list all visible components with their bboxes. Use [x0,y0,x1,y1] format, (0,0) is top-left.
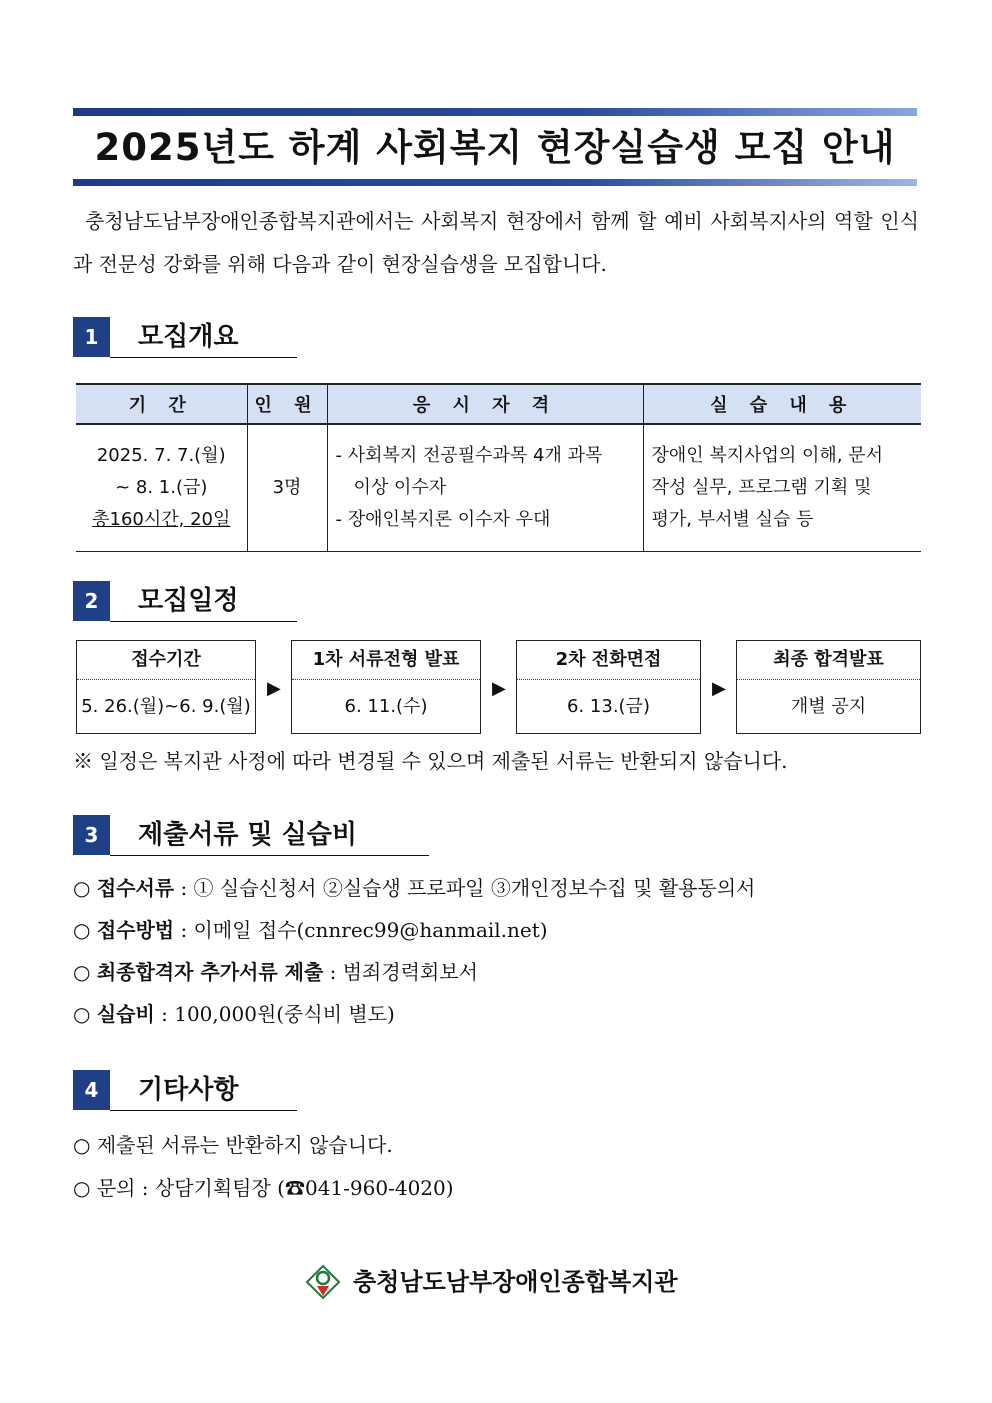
page-title: 2025년도 하계 사회복지 현장실습생 모집 안내 [94,126,896,169]
qualification-1: - 사회복지 전공필수과목 4개 과목 [335,445,603,466]
section-underline [110,621,297,622]
intro-paragraph [73,200,919,286]
schedule-step [291,640,481,734]
list-item [73,867,755,909]
item-text: : ① 실습신청서 ②실습생 프로파일 ③개인정보수집 및 활용동의서 [174,876,756,900]
section-number: 3 [73,815,110,855]
arrow-right-icon: ▶ [492,678,506,699]
section-header-documents [73,815,429,857]
item-label: 실습비 [96,1002,155,1026]
section-title: 제출서류 및 실습비 [138,820,358,850]
footer [305,1262,705,1302]
title-bottom-bar [73,179,917,186]
item-text: 문의 : 상담기획팀장 (☎041-960-4020) [96,1176,454,1200]
bullet-circle-icon: ○ [73,1133,91,1157]
section-title: 모집개요 [138,322,239,352]
table-header-cell: 실 습 내 용 [643,384,921,424]
arrow-right-icon: ▶ [712,678,726,699]
content-line: 평가, 부서별 실습 등 [651,509,814,530]
schedule-step [516,640,701,734]
bullet-circle-icon: ○ [73,960,91,984]
table-header-cell: 인 원 [247,384,327,424]
qualification-cell [327,424,643,552]
table-header-cell: 응 시 자 격 [327,384,643,424]
schedule-step-label: 2차 전화면접 [517,641,700,680]
section-number: 4 [73,1070,110,1110]
section-number: 2 [73,581,110,621]
bullet-circle-icon: ○ [73,1176,91,1200]
list-item [73,1167,454,1209]
table-row [76,424,921,552]
section-header-etc [73,1070,297,1112]
list-item [73,1124,393,1166]
section-title: 모집일정 [138,586,239,616]
item-text: : 이메일 접수(cnnrec99@hanmail.net) [174,918,548,942]
bullet-circle-icon: ○ [73,1002,91,1026]
content-cell [643,424,921,552]
section-underline [110,357,297,358]
list-item [73,951,478,993]
count-cell: 3명 [247,424,327,552]
item-label: 접수방법 [96,918,175,942]
period-total: 총160시간, 20일 [92,509,231,530]
item-text: : 100,000원(중식비 별도) [154,1002,395,1026]
table-header-cell: 기 간 [76,384,247,424]
qualification-1-cont: 이상 이수자 [353,477,447,498]
organization-logo-icon [305,1264,341,1300]
schedule-step-date: 6. 13.(금) [567,696,650,717]
period-cell [76,424,247,552]
organization-name: 충청남도남부장애인종합복지관 [353,1268,678,1296]
section-header-schedule [73,581,297,623]
schedule-step-label: 최종 합격발표 [737,641,920,680]
period-end: ~ 8. 1.(금) [115,477,208,498]
item-label: 최종합격자 추가서류 제출 [96,960,324,984]
schedule-step-date: 개별 공지 [790,696,867,717]
schedule-step [736,640,921,734]
schedule-step-date: 6. 11.(수) [344,696,428,717]
list-item [73,993,395,1035]
schedule-step [76,640,256,734]
title-top-bar [73,108,917,116]
section-number: 1 [73,317,110,357]
bullet-circle-icon: ○ [73,876,91,900]
list-item [73,909,548,951]
section-header-overview [73,317,297,359]
content-line: 장애인 복지사업의 이해, 문서 [651,445,884,466]
item-label: 접수서류 [96,876,175,900]
bullet-circle-icon: ○ [73,918,91,942]
item-text: : 범죄경력회보서 [323,960,478,984]
qualification-2: - 장애인복지론 이수자 우대 [335,509,551,530]
section-underline [110,1110,297,1111]
content-line: 작성 실무, 프로그램 기획 및 [651,477,872,498]
schedule-step-label: 1차 서류전형 발표 [292,641,480,680]
schedule-step-date: 5. 26.(월)~6. 9.(월) [81,696,251,717]
arrow-right-icon: ▶ [267,678,281,699]
table-header-row [76,384,921,424]
intro-text: 충청남도남부장애인종합복지관에서는 사회복지 현장에서 함께 할 예비 사회복지사의 역할 인식과 전문성 강화를 위해 다음과 같이 현장실습생을 모집합니다. [73,209,919,276]
overview-table [76,383,921,552]
schedule-note: ※ 일정은 복지관 사정에 따라 변경될 수 있으며 제출된 서류는 반환되지 않습니다. [73,749,788,773]
section-underline [110,855,429,856]
title-banner [73,108,917,186]
period-start: 2025. 7. 7.(월) [96,445,226,466]
schedule-step-label: 접수기간 [77,641,255,680]
section-title: 기타사항 [138,1075,239,1105]
item-text: 제출된 서류는 반환하지 않습니다. [96,1133,393,1157]
